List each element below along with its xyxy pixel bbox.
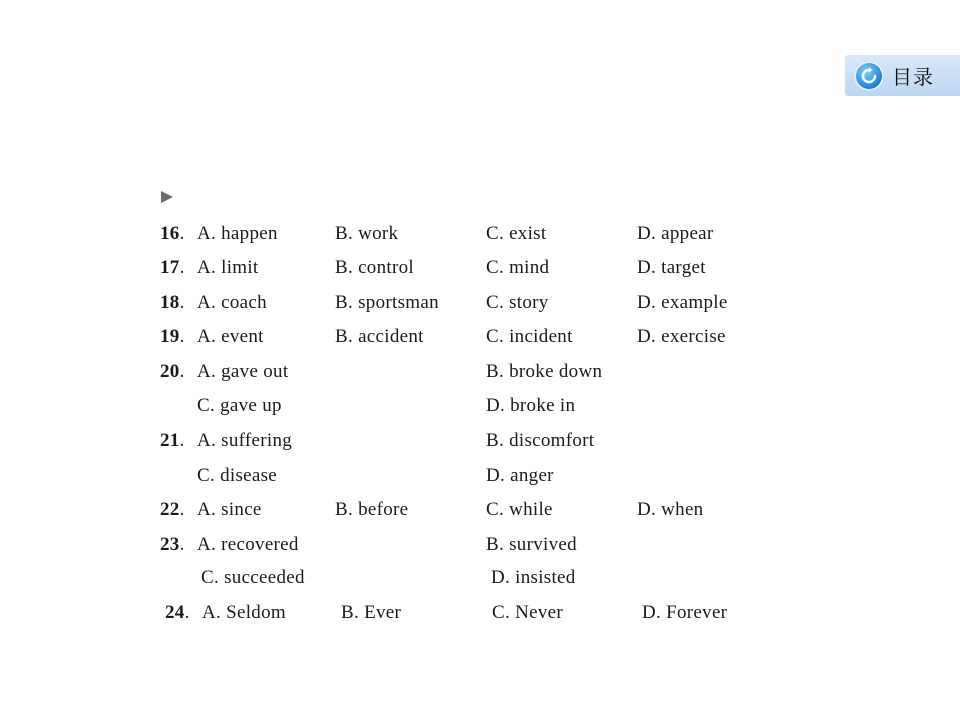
option-d: D. Forever [642,602,728,623]
refresh-circle-icon [854,61,884,91]
option-a: A. recovered [197,534,299,555]
toc-label: 目录 [892,65,934,89]
option-a: A. limit [197,257,259,278]
option-d: D. when [637,499,704,520]
question-19: 19. A. event B. accident C. incident D. exercise [160,324,800,350]
option-d: D. appear [637,223,714,244]
option-b: B. accident [335,326,424,347]
option-d: D. insisted [491,567,576,588]
question-number: 16 [160,223,180,244]
option-c: C. story [486,292,549,313]
question-24: 24. A. Seldom B. Ever C. Never D. Forever [165,600,805,626]
question-number: 22 [160,499,180,520]
option-c: C. while [486,499,553,520]
option-c: C. gave up [197,395,282,416]
option-c: C. Never [492,602,563,623]
question-number: 17 [160,257,180,278]
option-b: B. sportsman [335,292,439,313]
option-a: A. suffering [197,430,293,451]
option-d: D. target [637,257,706,278]
option-a: A. coach [197,292,267,313]
option-b: B. broke down [486,361,603,382]
option-d: D. anger [486,465,554,486]
toc-button[interactable] [845,55,960,96]
option-c: C. disease [197,465,278,486]
option-b: B. before [335,499,409,520]
question-number: 19 [160,326,180,347]
question-20: 20. A. gave out B. broke down [160,359,800,385]
option-d: D. broke in [486,395,576,416]
question-23-continued [160,565,800,591]
question-16: 16. A. happen B. work C. exist D. appear [160,221,800,247]
question-20-continued [160,393,800,419]
option-b: B. control [335,257,414,278]
option-a: A. event [197,326,264,347]
option-a: A. gave out [197,361,289,382]
play-triangle-icon [161,191,173,203]
question-number: 24 [165,602,185,623]
question-18: 18. A. coach B. sportsman C. story D. example [160,290,800,316]
question-21: 21. A. suffering B. discomfort [160,428,800,454]
question-21-continued [160,463,800,489]
option-a: A. Seldom [202,602,286,623]
option-b: B. Ever [341,602,402,623]
question-number: 23 [160,534,180,555]
option-c: C. incident [486,326,573,347]
option-c: C. exist [486,223,547,244]
question-17: 17. A. limit B. control C. mind D. target [160,255,800,281]
option-b: B. survived [486,534,577,555]
question-23: 23. A. recovered B. survived [160,532,800,558]
question-number: 21 [160,430,180,451]
option-d: D. example [637,292,728,313]
question-22: 22. A. since B. before C. while D. when [160,497,800,523]
question-number: 18 [160,292,180,313]
option-d: D. exercise [637,326,726,347]
option-b: B. work [335,223,399,244]
question-number: 20 [160,361,180,382]
option-a: A. since [197,499,262,520]
option-b: B. discomfort [486,430,595,451]
option-c: C. succeeded [201,567,305,588]
option-a: A. happen [197,223,278,244]
option-c: C. mind [486,257,550,278]
